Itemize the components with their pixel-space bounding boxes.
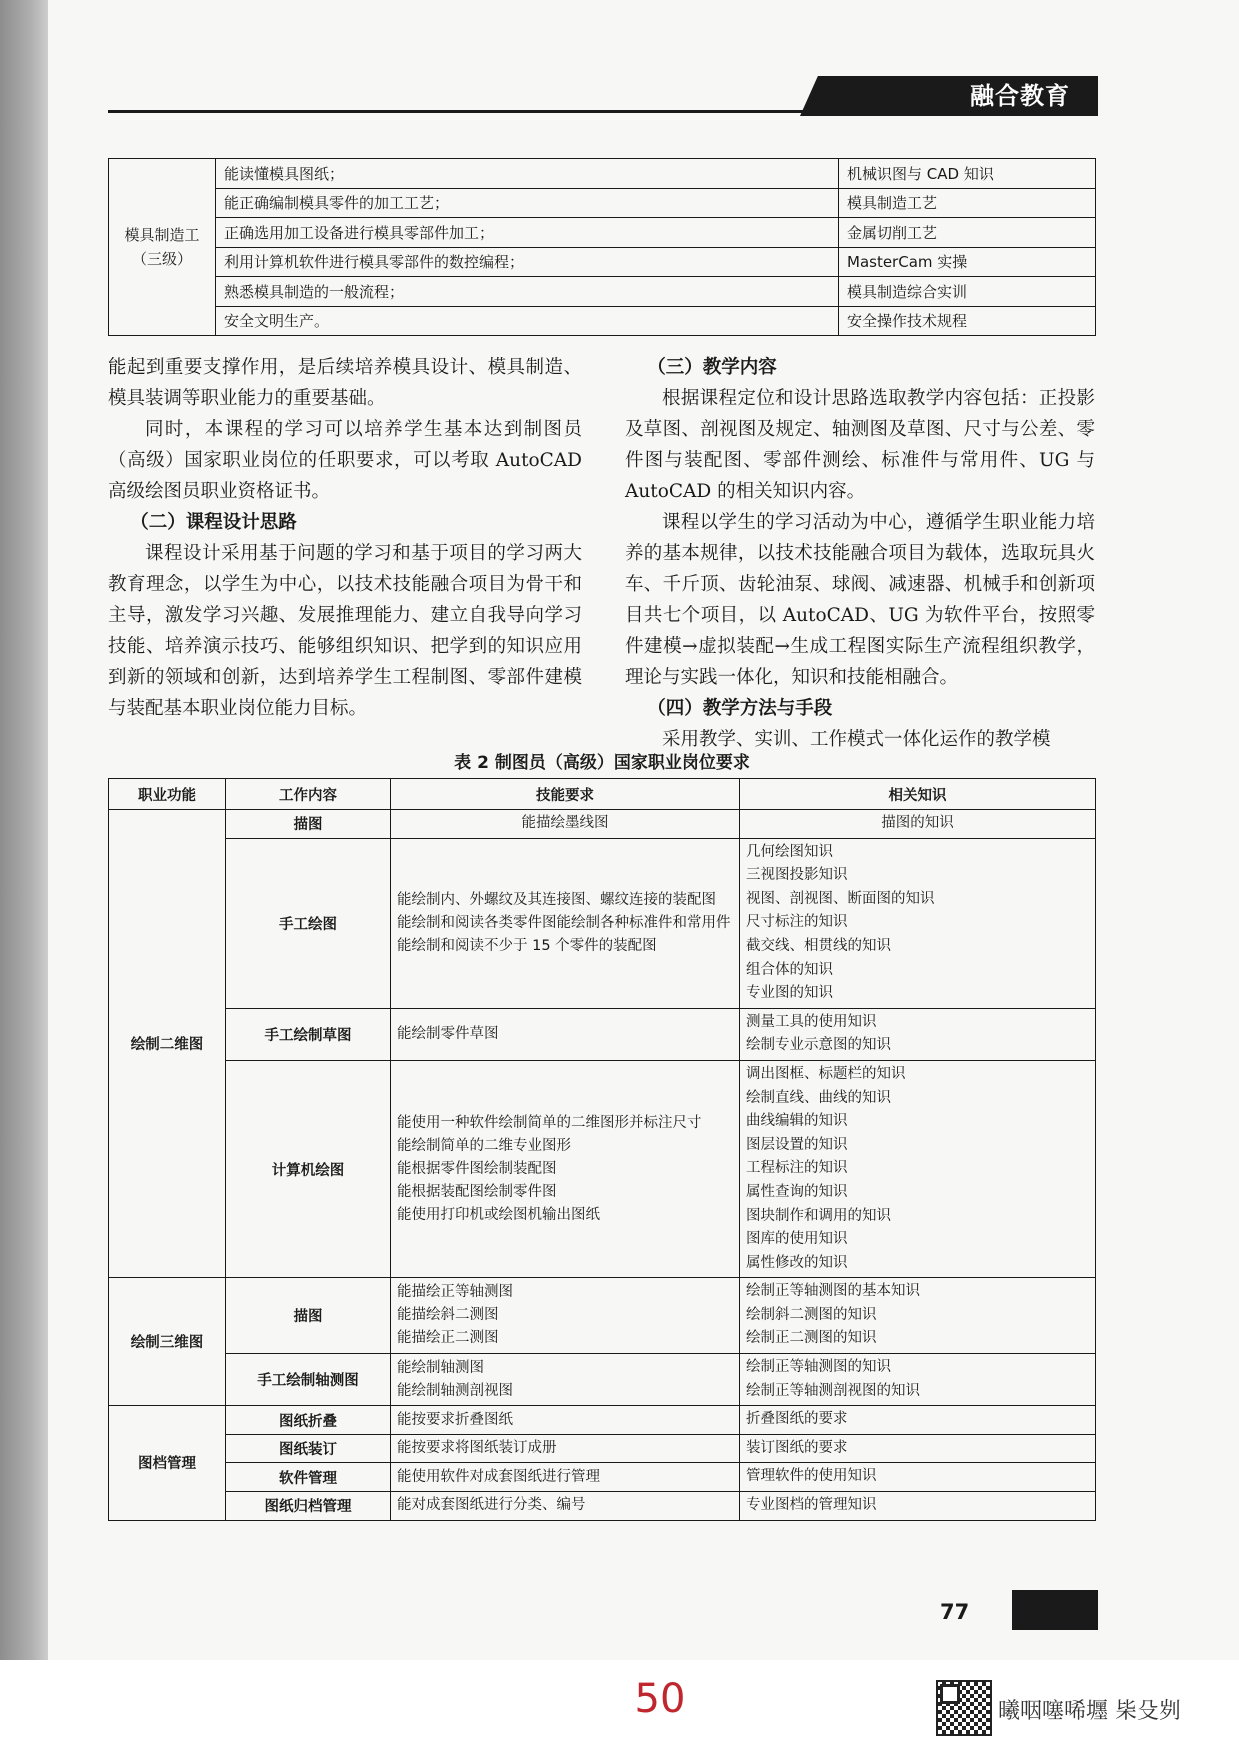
table-mold-worker bbox=[108, 158, 1096, 336]
table-row bbox=[109, 1008, 1096, 1060]
knowledge-line: 绘制正等轴测剖视图的知识 bbox=[746, 1382, 920, 1399]
work-cell: 计算机绘图 bbox=[226, 1060, 391, 1277]
knowledge-line: 绘制专业示意图的知识 bbox=[746, 1037, 891, 1054]
knowledge-cell: 管理软件的使用知识 bbox=[740, 1463, 1096, 1492]
header-cell: 工作内容 bbox=[226, 779, 391, 810]
paragraph: 根据课程定位和设计思路选取教学内容包括：正投影及草图、剖视图及规定、轴测图及草图、尺寸与公差、零件图与装配图、零部件测绘、标准件与常用件、UG 与 AutoCAD 的相关知识内容。 bbox=[625, 388, 1095, 502]
footer-number: 50 bbox=[634, 1676, 686, 1722]
skill-line: 能绘制简单的二维专业图形 bbox=[397, 1137, 571, 1154]
function-cell: 绘制三维图 bbox=[109, 1278, 226, 1406]
knowledge-cell bbox=[740, 1060, 1096, 1277]
course-cell: 模具制造工艺 bbox=[839, 188, 1096, 218]
skill-line: 能绘制和阅读各类零件图能绘制各种标准件和常用件 bbox=[397, 914, 731, 931]
table-row bbox=[109, 1278, 1096, 1354]
header-rule bbox=[108, 110, 1098, 113]
knowledge-line: 尺寸标注的知识 bbox=[746, 914, 848, 931]
section-title: 融合教育 bbox=[970, 82, 1070, 110]
table-row bbox=[109, 1406, 1096, 1435]
table-row bbox=[109, 188, 1096, 218]
knowledge-cell bbox=[740, 838, 1096, 1008]
header-cell: 职业功能 bbox=[109, 779, 226, 810]
knowledge-line: 属性修改的知识 bbox=[746, 1254, 848, 1271]
function-cell: 图档管理 bbox=[109, 1406, 226, 1520]
knowledge-cell bbox=[740, 1008, 1096, 1060]
knowledge-line: 调出图框、标题栏的知识 bbox=[746, 1065, 906, 1082]
course-cell: 机械识图与 CAD 知识 bbox=[839, 159, 1096, 189]
work-cell: 描图 bbox=[226, 1278, 391, 1354]
work-cell: 图纸装订 bbox=[226, 1434, 391, 1463]
skill-cell: 熟悉模具制造的一般流程； bbox=[216, 277, 839, 307]
knowledge-line: 绘制斜二测图的知识 bbox=[746, 1306, 877, 1323]
skill-cell bbox=[391, 1354, 740, 1406]
knowledge-cell: 装订图纸的要求 bbox=[740, 1434, 1096, 1463]
table-row bbox=[109, 1492, 1096, 1521]
role-cell: 模具制造工（三级） bbox=[109, 159, 216, 336]
course-cell: 安全操作技术规程 bbox=[839, 306, 1096, 336]
table-job-requirements bbox=[108, 778, 1096, 1521]
knowledge-line: 图库的使用知识 bbox=[746, 1231, 848, 1248]
knowledge-line: 绘制直线、曲线的知识 bbox=[746, 1089, 891, 1106]
knowledge-line: 曲线编辑的知识 bbox=[746, 1113, 848, 1130]
knowledge-line: 工程标注的知识 bbox=[746, 1160, 848, 1177]
skill-cell: 正确选用加工设备进行模具零部件加工； bbox=[216, 218, 839, 248]
footer-watermark-text: 曦咽噻唏壥 枈殳刿 bbox=[998, 1699, 1181, 1724]
work-cell: 手工绘制轴测图 bbox=[226, 1354, 391, 1406]
knowledge-line: 属性查询的知识 bbox=[746, 1183, 848, 1200]
knowledge-line: 三视图投影知识 bbox=[746, 867, 848, 884]
work-cell: 手工绘制草图 bbox=[226, 1008, 391, 1060]
skill-cell: 能读懂模具图纸； bbox=[216, 159, 839, 189]
left-column bbox=[108, 352, 582, 724]
skill-cell bbox=[391, 838, 740, 1008]
knowledge-cell bbox=[740, 1278, 1096, 1354]
knowledge-line: 几何绘图知识 bbox=[746, 843, 833, 860]
work-cell: 描图 bbox=[226, 810, 391, 839]
skill-line: 能根据装配图绘制零件图 bbox=[397, 1183, 557, 1200]
paragraph: 同时，本课程的学习可以培养学生基本达到制图员（高级）国家职业岗位的任职要求，可以考取 AutoCAD 高级绘图员职业资格证书。 bbox=[108, 419, 582, 502]
table-caption: 表 2 制图员（高级）国家职业岗位要求 bbox=[454, 753, 750, 773]
section-heading: （二）课程设计思路 bbox=[130, 512, 297, 533]
knowledge-line: 绘制正等轴测图的基本知识 bbox=[746, 1283, 920, 1300]
header-cell: 相关知识 bbox=[740, 779, 1096, 810]
table-row bbox=[109, 218, 1096, 248]
knowledge-cell bbox=[740, 1354, 1096, 1406]
table-row bbox=[109, 1060, 1096, 1277]
skill-line: 能绘制轴测图 bbox=[397, 1359, 484, 1376]
skill-cell bbox=[391, 1278, 740, 1354]
skill-cell: 能描绘墨线图 bbox=[391, 810, 740, 839]
course-cell: 模具制造综合实训 bbox=[839, 277, 1096, 307]
knowledge-cell: 描图的知识 bbox=[740, 810, 1096, 839]
knowledge-line: 图块制作和调用的知识 bbox=[746, 1207, 891, 1224]
work-cell: 软件管理 bbox=[226, 1463, 391, 1492]
table-row bbox=[109, 159, 1096, 189]
paragraph: 课程以学生的学习活动为中心，遵循学生职业能力培养的基本规律，以技术技能融合项目为载体，选取玩具火车、千斤顶、齿轮油泵、球阀、减速器、机械手和创新项目共七个项目，以 AutoCAD、UG 为软件平台，按照零件建模→虚拟装配→生成工程图实际生产流程组织教学，理论与实践一体化，知识和技能相融合。 bbox=[625, 512, 1095, 688]
skill-line: 能绘制内、外螺纹及其连接图、螺纹连接的装配图 bbox=[397, 891, 716, 908]
course-cell: 金属切削工艺 bbox=[839, 218, 1096, 248]
qr-code-icon bbox=[936, 1680, 992, 1736]
knowledge-line: 专业图的知识 bbox=[746, 985, 833, 1002]
skill-line: 能使用一种软件绘制简单的二维图形并标注尺寸 bbox=[397, 1114, 702, 1131]
section-heading: （四）教学方法与手段 bbox=[647, 698, 833, 719]
skill-cell: 利用计算机软件进行模具零部件的数控编程； bbox=[216, 247, 839, 277]
header-cell: 技能要求 bbox=[391, 779, 740, 810]
skill-cell: 能对成套图纸进行分类、编号 bbox=[391, 1492, 740, 1521]
table-row bbox=[109, 1354, 1096, 1406]
skill-cell: 安全文明生产。 bbox=[216, 306, 839, 336]
paragraph: 能起到重要支撑作用，是后续培养模具设计、模具制造、模具装调等职业能力的重要基础。 bbox=[108, 357, 582, 409]
knowledge-line: 视图、剖视图、断面图的知识 bbox=[746, 890, 935, 907]
table-row bbox=[109, 247, 1096, 277]
skill-cell: 能按要求折叠图纸 bbox=[391, 1406, 740, 1435]
skill-line: 能绘制轴测剖视图 bbox=[397, 1382, 513, 1399]
course-cell: MasterCam 实操 bbox=[839, 247, 1096, 277]
page-number-bar bbox=[1012, 1590, 1098, 1630]
knowledge-line: 组合体的知识 bbox=[746, 961, 833, 978]
skill-cell: 能使用软件对成套图纸进行管理 bbox=[391, 1463, 740, 1492]
function-cell: 绘制二维图 bbox=[109, 810, 226, 1278]
skill-line: 能使用打印机或绘图机输出图纸 bbox=[397, 1206, 600, 1223]
skill-line: 能绘制和阅读不少于 15 个零件的装配图 bbox=[397, 937, 657, 954]
skill-line: 能根据零件图绘制装配图 bbox=[397, 1160, 557, 1177]
work-cell: 图纸折叠 bbox=[226, 1406, 391, 1435]
table-row bbox=[109, 306, 1096, 336]
paragraph: 采用教学、实训、工作模式一体化运作的教学模 bbox=[662, 729, 1051, 750]
skill-cell: 能绘制零件草图 bbox=[391, 1008, 740, 1060]
work-cell: 手工绘图 bbox=[226, 838, 391, 1008]
skill-cell: 能按要求将图纸装订成册 bbox=[391, 1434, 740, 1463]
skill-cell: 能正确编制模具零件的加工工艺； bbox=[216, 188, 839, 218]
knowledge-line: 绘制正等轴测图的知识 bbox=[746, 1359, 891, 1376]
table-header-row bbox=[109, 779, 1096, 810]
right-column bbox=[625, 352, 1095, 755]
table-row bbox=[109, 838, 1096, 1008]
table-row bbox=[109, 1434, 1096, 1463]
page-number: 77 bbox=[940, 1600, 970, 1624]
skill-line: 能描绘斜二测图 bbox=[397, 1307, 499, 1324]
table-row bbox=[109, 277, 1096, 307]
skill-line: 能描绘正等轴测图 bbox=[397, 1284, 513, 1301]
skill-line: 能描绘正二测图 bbox=[397, 1330, 499, 1347]
knowledge-line: 测量工具的使用知识 bbox=[746, 1013, 877, 1030]
knowledge-cell: 专业图档的管理知识 bbox=[740, 1492, 1096, 1521]
knowledge-line: 截交线、相贯线的知识 bbox=[746, 937, 891, 954]
work-cell: 图纸归档管理 bbox=[226, 1492, 391, 1521]
paragraph: 课程设计采用基于问题的学习和基于项目的学习两大教育理念，以学生为中心，以技术技能融合项目为骨干和主导，激发学习兴趣、发展推理能力、建立自我导向学习技能、培养演示技巧、能够组织知识、把学到的知识应用到新的领域和创新，达到培养学生工程制图、零部件建模与装配基本职业岗位能力目标。 bbox=[108, 543, 582, 719]
knowledge-line: 绘制正二测图的知识 bbox=[746, 1330, 877, 1347]
table-row bbox=[109, 810, 1096, 839]
skill-cell bbox=[391, 1060, 740, 1277]
table-row bbox=[109, 1463, 1096, 1492]
knowledge-cell: 折叠图纸的要求 bbox=[740, 1406, 1096, 1435]
section-heading: （三）教学内容 bbox=[647, 357, 777, 378]
knowledge-line: 图层设置的知识 bbox=[746, 1136, 848, 1153]
